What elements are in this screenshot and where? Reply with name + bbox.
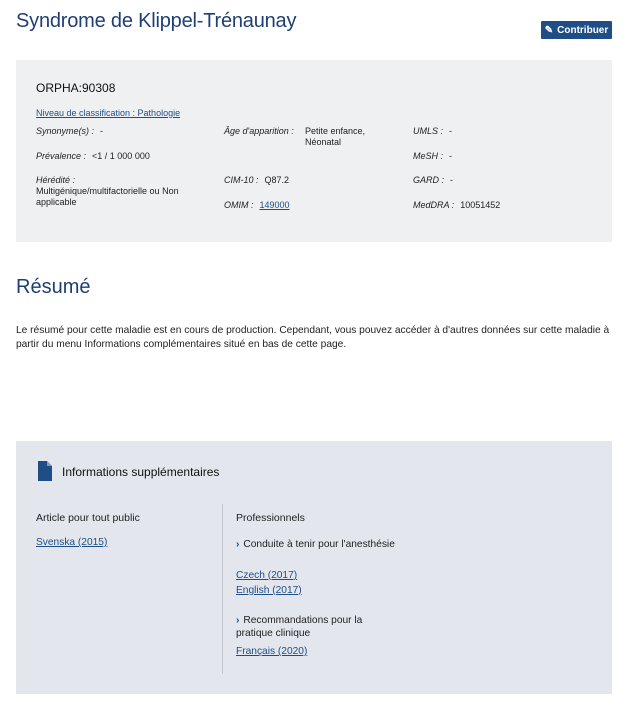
orpha-code: ORPHA:90308 (36, 81, 116, 95)
document-icon (38, 461, 52, 481)
onset-field (224, 126, 294, 137)
umls-label: UMLS : (413, 126, 444, 136)
practice-link-francais[interactable]: Français (2020) (236, 646, 308, 657)
gard-label: GARD : (413, 175, 445, 185)
prevalence-label: Prévalence : (36, 151, 87, 161)
anesthesia-section[interactable] (236, 538, 396, 551)
pro-heading: Professionnels (236, 512, 305, 524)
meddra-field (413, 200, 500, 211)
icd10-field (224, 175, 289, 186)
omim-link[interactable]: 149000 (259, 200, 290, 210)
prevalence-value: <1 / 1 000 000 (92, 151, 150, 161)
heredity-label: Hérédité : (36, 175, 76, 185)
omim-field (224, 200, 290, 211)
gard-value: - (450, 175, 454, 185)
disease-info-panel (16, 60, 612, 242)
page-title: Syndrome de Klippel-Trénaunay (16, 10, 297, 32)
additional-info-heading: Informations supplémentaires (62, 465, 220, 479)
meddra-label: MedDRA : (413, 200, 455, 210)
umls-field (413, 126, 452, 137)
heredity-field (36, 175, 196, 208)
pencil-icon: ✎ (544, 24, 554, 36)
practice-title: Recommandations pour la pratique clinique (236, 615, 363, 639)
resume-text: Le résumé pour cette maladie est en cours de production. Cependant, vous pouvez accéder à d'autres données sur cette maladie à partir du menu Informations complémentaires situé en bas de cette page. (16, 325, 610, 350)
mesh-label: MeSH : (413, 151, 444, 161)
column-divider (222, 504, 223, 674)
additional-info-panel (16, 441, 612, 694)
public-link-svenska[interactable]: Svenska (2015) (36, 537, 108, 548)
icd10-label: CIM-10 : (224, 175, 259, 185)
mesh-value: - (449, 151, 453, 161)
contribute-button[interactable] (541, 21, 612, 39)
classification-link[interactable]: Niveau de classification : Pathologie (36, 108, 181, 118)
heredity-value: Multigénique/multifactorielle ou Non applicable (36, 186, 179, 207)
omim-label: OMIM : (224, 200, 254, 210)
resume-heading: Résumé (16, 276, 91, 298)
anesthesia-title: Conduite à tenir pour l'anesthésie (243, 539, 395, 550)
gard-field (413, 175, 453, 186)
contribute-label: Contribuer (557, 24, 609, 36)
onset-value: Petite enfance, Néonatal (305, 126, 366, 147)
onset-label: Âge d'apparition : (224, 126, 294, 136)
chevron-right-icon: › (236, 539, 240, 550)
mesh-field (413, 151, 452, 162)
synonyms-field (36, 126, 103, 137)
synonyms-value: - (100, 126, 104, 136)
anesthesia-link-english[interactable]: English (2017) (236, 585, 302, 596)
umls-value: - (449, 126, 453, 136)
prevalence-field (36, 151, 150, 162)
meddra-value: 10051452 (460, 200, 501, 210)
icd10-value: Q87.2 (264, 175, 290, 185)
anesthesia-link-czech[interactable]: Czech (2017) (236, 570, 298, 581)
synonyms-label: Synonyme(s) : (36, 126, 95, 136)
practice-section[interactable] (236, 614, 396, 640)
chevron-right-icon: › (236, 615, 240, 626)
public-heading: Article pour tout public (36, 512, 140, 524)
